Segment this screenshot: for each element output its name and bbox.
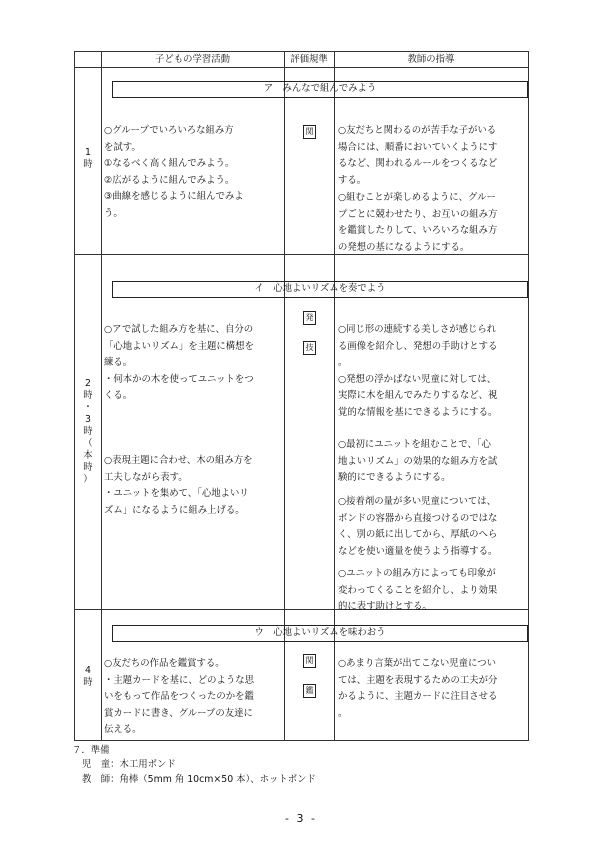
header-activity: 子どもの学習活動 <box>154 54 230 65</box>
criteria-badge-gi: 技 <box>303 341 316 355</box>
criteria-badge-hatsu: 発 <box>303 311 316 325</box>
period-label-1: 1 時 <box>83 147 93 170</box>
table-bottom-border <box>74 740 529 741</box>
table-right-border <box>528 51 529 741</box>
header-bottom-border <box>74 67 529 68</box>
activity-text: ○友だちの作品を鑑賞する。 ・主題カードを基に、どのような思 いをもって作品をつくったのかを鑑 賞カードに書き、グループの友達に 伝える。 <box>104 658 255 736</box>
activity-text: ○アで試した組み方を基に、自分の 「心地よいリズム」を主題に構想を 練る。 ・何本かの木を使ってユニットをつ くる。 <box>104 324 254 402</box>
header-guidance: 教師の指導 <box>407 54 455 65</box>
guidance-text: ○友だちと関わるのが苦手な子がいる 場合には、順番においていくようにす るなど、関われるルールをつくるなど する。 <box>338 125 498 186</box>
teacher-materials: 角棒（5mm 角 10cm×50 本）、ホットボンド <box>119 774 316 785</box>
guidance-text: ○あまり言葉が出てこない児童につい ては、主題を表現するための工夫が分 かるように、主題カードに注目させる 。 <box>338 658 498 719</box>
criteria-badge-kan-1: 関 <box>303 125 316 139</box>
period-label-4: 4 時 <box>83 665 93 688</box>
period-label-2-3: 2 時 ・ 3 時 （ 本 時 ） <box>83 378 93 485</box>
criteria-badge-kansho: 鑑 <box>303 684 316 698</box>
guidance-text: ○ユニットの組み方によっても印象が 変わってくることを紹介し、より効果 的に表す助けとする。 <box>338 568 498 613</box>
table-left-border <box>74 51 75 741</box>
guidance-text: ○接着剤の量が多い児童については、 ボンドの容器から直接つけるのではな く、別の紙に出してから、厚紙のへら などを使い適量を使うよう指導する。 <box>338 496 498 557</box>
criteria-badge-kan-4: 関 <box>303 654 316 668</box>
preparation-students <box>82 758 176 771</box>
teacher-label: 教 師： <box>82 774 120 785</box>
guidance-text: ○最初にユニットを組むことで、「心 地よいリズム」の効果的な組み方を試 験的にできるようにする。 <box>338 439 498 484</box>
guidance-text: ○組むことが楽しめるように、グルー プごとに競わせたり、お互いの組み方 を鑑賞したりして、いろいろな組み方 の発想の基になるようにする。 <box>338 192 498 253</box>
activity-text: ○グループでいろいろな組み方 を試す。 ①なるべく高く組んでみよう。 ②広がるように組んでみよう。 ③曲線を感じるように組んでみよ う。 <box>104 125 244 219</box>
guidance-text: ○同じ形の連続する美しさが感じられ る画像を紹介し、発想の手助けとする 。 ○発想の浮かばない児童に対しては、 実際に木を組んでみたりするなど、視 覚的な情報を基にできるようにする。 <box>338 324 498 418</box>
section-banner-3: ウ 心地よいリズムを味わおう <box>112 625 528 642</box>
section-banner-2: イ 心地よいリズムを奏でよう <box>112 281 528 298</box>
section-banner-1: ア みんなで組んでみよう <box>112 81 528 98</box>
header-criteria: 評価規準 <box>290 54 328 65</box>
student-label: 児 童： <box>82 759 120 770</box>
preparation-teacher <box>82 773 316 786</box>
preparation-heading: ７．準備 <box>72 745 110 756</box>
activity-text: ○表現主題に合わせ、木の組み方を 工夫しながら表す。 ・ユニットを集めて、「心地よいリ ズム」になるように組み上げる。 <box>104 455 253 516</box>
period-column-divider <box>101 51 102 741</box>
page-number: - 3 - <box>285 812 317 825</box>
student-materials: 木工用ボンド <box>119 759 176 770</box>
